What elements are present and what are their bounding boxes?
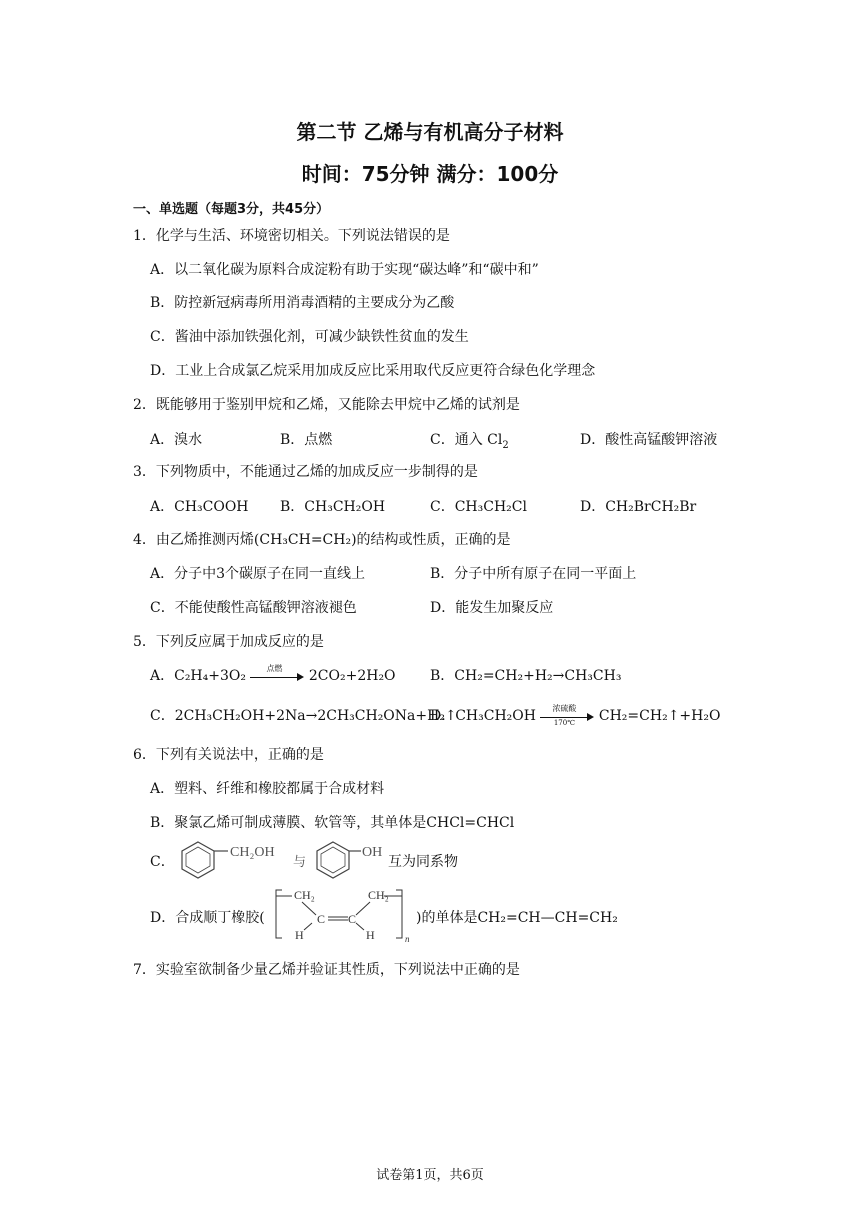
question-2-option-c	[430, 429, 509, 449]
question-4-option-d: D．能发生加聚反应	[430, 600, 554, 616]
question-5-option-d-products: CH₂=CH₂↑+H₂O	[598, 708, 721, 724]
page-footer: 试卷第1页，共6页	[376, 1168, 484, 1183]
question-6-option-b: B．聚氯乙烯可制成薄膜、软管等，其单体是CHCl=CHCl	[150, 815, 515, 831]
reaction-condition-below: 170℃	[553, 719, 576, 727]
section-heading: 一、单选题（每题3分，共45分）	[133, 202, 330, 217]
question-6-option-c-label: C．	[150, 854, 175, 870]
question-4-option-c: C．不能使酸性高锰酸钾溶液褪色	[150, 600, 357, 616]
question-6-option-d-label: D．合成顺丁橡胶(	[150, 910, 265, 926]
question-2-stem: 2．既能够用于鉴别甲烷和乙烯，又能除去甲烷中乙烯的试剂是	[133, 397, 520, 413]
question-5-option-a-products: 2CO₂+2H₂O	[308, 668, 396, 684]
question-1-stem: 1．化学与生活、环境密切相关。下列说法错误的是	[133, 228, 450, 244]
question-5-option-c: C．2CH₃CH₂OH+2Na→2CH₃CH₂ONa+H₂↑	[150, 708, 457, 724]
hydrogen-left-label: H	[295, 928, 304, 942]
question-2-option-d: D．酸性高锰酸钾溶液	[580, 432, 718, 448]
question-1-option-d: D．工业上合成氯乙烷采用加成反应比采用取代反应更符合绿色化学理念	[150, 363, 596, 379]
question-5-option-b: B．CH₂=CH₂+H₂→CH₃CH₃	[430, 668, 622, 684]
polymer-n-label: n	[405, 934, 410, 944]
question-6-option-c-tail: 互为同系物	[388, 854, 458, 870]
carbon-left-label: C	[317, 912, 326, 926]
question-3-option-c: C．CH₃CH₂Cl	[430, 499, 527, 515]
cis-polybutadiene-structure	[268, 884, 418, 944]
question-2-option-c-text: C．通入 Cl	[430, 432, 503, 448]
question-6-stem: 6．下列有关说法中，正确的是	[133, 747, 324, 763]
question-6-option-a: A．塑料、纤维和橡胶都属于合成材料	[150, 781, 385, 797]
question-3-option-d: D．CH₂BrCH₂Br	[580, 499, 697, 515]
hydroxyl-group: OH	[362, 845, 383, 860]
question-5-option-a-reactants: A．C₂H₄+3O₂	[150, 668, 246, 684]
reaction-condition: 点燃	[266, 664, 283, 673]
question-2-option-a: A．溴水	[150, 432, 203, 448]
question-3-option-b: B．CH₃CH₂OH	[280, 499, 386, 515]
page-subtitle: 时间：75分钟 满分：100分	[301, 162, 559, 186]
question-2-option-b: B．点燃	[280, 432, 333, 448]
reaction-arrow	[540, 704, 594, 727]
question-7-stem: 7．实验室欲制备少量乙烯并验证其性质，下列说法中正确的是	[133, 962, 520, 978]
benzyl-alcohol-structure	[180, 838, 300, 884]
question-5-option-d-reactant: D．CH₃CH₂OH	[430, 708, 536, 724]
question-3-stem: 3．下列物质中，不能通过乙烯的加成反应一步制得的是	[133, 464, 478, 480]
question-6-option-d-tail: )的单体是CH₂=CH—CH=CH₂	[416, 910, 618, 926]
benzene-inner-ring	[186, 847, 210, 873]
question-3-option-a: A．CH₃COOH	[150, 499, 249, 515]
question-4-option-b: B．分子中所有原子在同一平面上	[430, 566, 637, 582]
question-5-option-a	[150, 665, 396, 685]
reaction-condition-above: 浓硫酸	[552, 704, 577, 713]
question-6-option-c-and: 与	[293, 855, 307, 870]
question-2-option-c-subscript: 2	[502, 439, 509, 451]
question-4-option-a: A．分子中3个碳原子在同一直线上	[150, 566, 366, 582]
question-1-option-b: B．防控新冠病毒所用消毒酒精的主要成分为乙酸	[150, 295, 455, 311]
question-1-option-c: C．酱油中添加铁强化剂，可减少缺铁性贫血的发生	[150, 329, 469, 345]
question-1-option-a: A．以二氧化碳为原料合成淀粉有助于实现“碳达峰”和“碳中和”	[150, 262, 539, 278]
hydrogen-right-label: H	[366, 928, 375, 942]
phenol-structure	[315, 838, 395, 884]
question-5-stem: 5．下列反应属于加成反应的是	[133, 634, 324, 650]
ch2-left-label: CH₂	[294, 888, 315, 902]
benzene-inner-ring	[321, 847, 345, 873]
question-5-option-d	[430, 705, 720, 725]
benzyl-alcohol-group: CH₂OH	[230, 845, 275, 860]
reaction-arrow	[250, 664, 304, 683]
carbon-right-label: C	[348, 912, 357, 926]
page-title: 第二节 乙烯与有机高分子材料	[296, 120, 564, 144]
ch2-right-label: CH₂	[368, 888, 389, 902]
question-4-stem: 4．由乙烯推测丙烯(CH₃CH=CH₂)的结构或性质，正确的是	[133, 532, 511, 548]
